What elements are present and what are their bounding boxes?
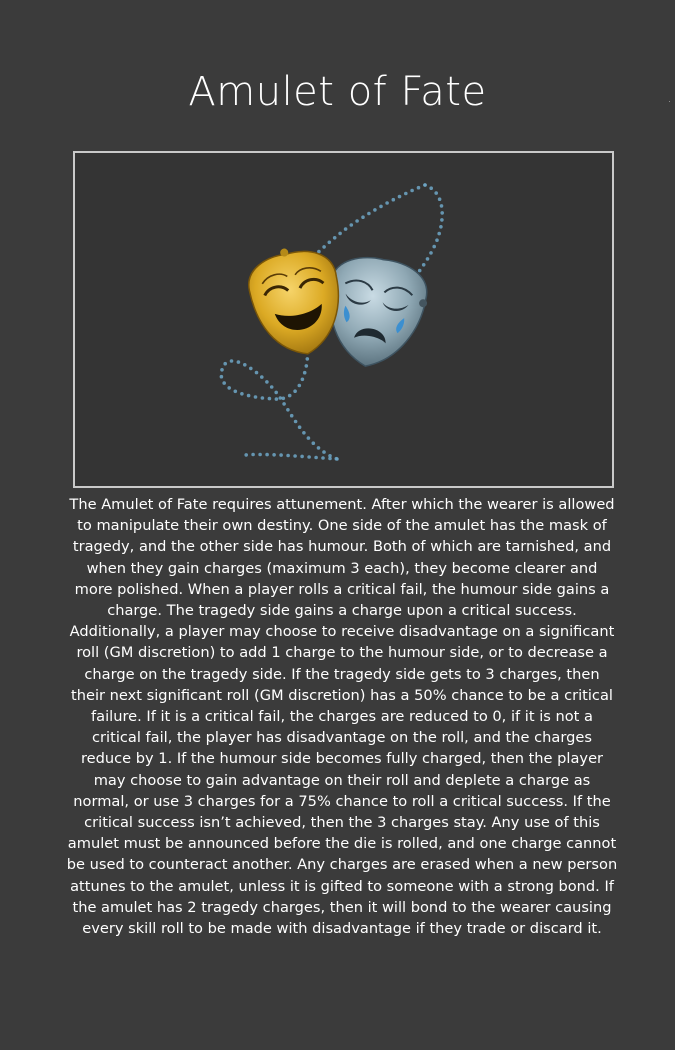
bead <box>321 456 325 460</box>
bead <box>333 236 337 240</box>
bead <box>220 368 224 372</box>
bead <box>317 446 321 450</box>
bead <box>422 263 426 267</box>
bead <box>243 363 247 367</box>
bead <box>350 223 354 227</box>
bead <box>258 453 262 457</box>
bead <box>328 457 332 461</box>
amulet-description: The Amulet of Fate requires attunement. After which the wearer is allowed to manipulate their own destiny. One side of the amulet has the mask of tragedy, and the other side has humour. Both of which are tarnished, and when they gain charges (maximum 3 each), they become clearer and more polished. When a player rolls a critical fail, the humour side gains a charge. The tragedy side gains a charge upon a critical success. Additionally, a player may choose to receive disadvantage on a significant roll (GM discretion) to add 1 charge to the humour side, or to decrease a charge on the tragedy side. If the tragedy side gets to 3 charges, then their next significant roll (GM discretion) has a 50% chance to be a critical failure. If it is a critical fail, the charges are reduced to 0, if it is not a critical fail, the player has disadvantage on the roll, and the charges reduce by 1. If the humour side becomes fully charged, then the player may choose to gain advantage on their roll and deplete a charge as normal, or use 3 charges for a 75% chance to roll a critical success. If the critical success isn’t achieved, then the 3 charges stay. Any use of this amulet must be announced before the die is rolled, and one charge cannot be used to counteract another. Any charges are erased when a new person attunes to the amulet, unless it is gifted to someone with a strong bond. If the amulet has 2 tragedy charges, then it will bond to the wearer causing every skill roll to be made with disadvantage if they trade or discard it. <box>66 496 618 938</box>
bead <box>429 251 433 255</box>
bead <box>244 453 248 457</box>
bead <box>361 215 365 219</box>
bead <box>251 453 255 457</box>
bead <box>435 238 439 242</box>
bead <box>222 381 226 385</box>
bead <box>312 441 316 445</box>
bead <box>223 362 227 366</box>
bead <box>305 364 309 368</box>
decorative-speck <box>669 101 670 102</box>
bead <box>398 195 402 199</box>
bead <box>272 453 276 457</box>
bead <box>279 453 283 457</box>
bead <box>270 385 274 389</box>
bead <box>255 371 259 375</box>
bead <box>423 183 427 187</box>
bead <box>302 431 306 435</box>
bead <box>410 189 414 193</box>
bead <box>440 211 444 215</box>
bead <box>265 453 269 457</box>
bead <box>294 420 298 424</box>
bead <box>440 218 444 222</box>
bead <box>261 396 265 400</box>
bead <box>437 232 441 236</box>
bead <box>379 205 383 209</box>
bead <box>322 245 326 249</box>
bead <box>306 357 310 361</box>
bead <box>434 191 438 195</box>
illustration-frame <box>73 151 614 488</box>
bead <box>249 367 253 371</box>
bead <box>298 384 302 388</box>
bead <box>426 257 430 261</box>
bead <box>298 425 302 429</box>
bead <box>417 186 421 190</box>
bead <box>247 394 251 398</box>
bead <box>344 227 348 231</box>
bead <box>314 456 318 460</box>
bead <box>385 201 389 205</box>
bead <box>373 208 377 212</box>
bead <box>265 380 269 384</box>
bead <box>367 212 371 216</box>
bead <box>290 414 294 418</box>
bead <box>404 192 408 196</box>
bead <box>260 375 264 379</box>
bead <box>300 455 304 459</box>
bead <box>237 360 241 364</box>
bead <box>432 245 436 249</box>
bead <box>440 204 444 208</box>
bead <box>288 394 292 398</box>
bead <box>335 457 339 461</box>
bead <box>274 391 278 395</box>
bead <box>392 198 396 202</box>
bead <box>307 455 311 459</box>
bead <box>338 232 342 236</box>
bead <box>307 436 311 440</box>
bead <box>438 197 442 201</box>
bead <box>293 454 297 458</box>
bead <box>355 219 359 223</box>
bead <box>439 225 443 229</box>
bead <box>322 450 326 454</box>
bead <box>275 397 279 401</box>
bead <box>286 454 290 458</box>
amulet-illustration <box>75 153 612 486</box>
bead <box>429 186 433 190</box>
bead <box>293 389 297 393</box>
bead <box>220 375 224 379</box>
bead <box>268 397 272 401</box>
bead <box>254 395 258 399</box>
comedy-mask <box>242 239 351 363</box>
bead <box>418 269 422 273</box>
bead <box>234 390 238 394</box>
bead <box>279 396 283 400</box>
bead <box>303 371 307 375</box>
bead <box>328 241 332 245</box>
bead <box>301 378 305 382</box>
bead <box>286 408 290 412</box>
page-title: Amulet of Fate <box>188 69 487 115</box>
bead <box>227 386 231 390</box>
bead <box>230 359 234 363</box>
bead <box>282 402 286 406</box>
bead <box>240 392 244 396</box>
